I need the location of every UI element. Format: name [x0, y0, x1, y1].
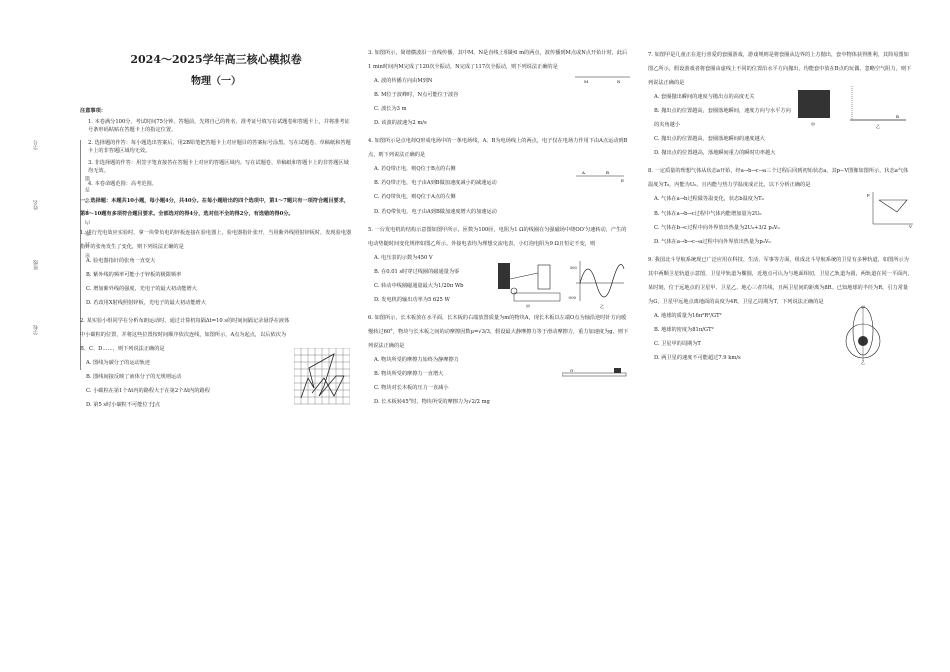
v-axis-label: V — [909, 224, 912, 229]
option: C. 小碳粒在第1个Δt内的路程大于在第2个Δt内的路程 — [86, 388, 210, 395]
question-7 — [648, 48, 913, 160]
note-item: 3. 非选择题的作答：用签字笔直接答在答题卡上对应的答题区域内。写在试题卷、草稿纸和答题卡上的非答题区域均无效。 — [88, 160, 349, 175]
note-item: 2. 选择题的作答：每小题选出答案后，用2B铅笔把答题卡上对应题目的答案标号涂黑。写在试题卷、草稿纸和答题卡上的非答题区域均无效。 — [88, 139, 351, 154]
option: A. 电压表的示数为450 V — [374, 254, 433, 261]
question-9 — [648, 253, 913, 365]
seal-text: 密封线内不要答题 — [85, 170, 91, 258]
label-b: B — [606, 170, 609, 176]
note-item: 1. 本卷满分100分，考试时间75分钟。答题前，先将自己的姓名、准考证号填写在试题卷和答题卡上，并将准考证号条形码粘贴在答题卡上的指定位置。 — [88, 119, 350, 133]
option: B. 气体在a→b→c过程中气体内能增加量为2U₀ — [654, 210, 762, 217]
column-middle — [368, 42, 630, 409]
generator-figures — [496, 259, 626, 309]
option: C. 转动中线圈磁通量最大为1/20π Wb — [374, 282, 464, 289]
question-stem: 8. 一定质量的理想气体从状态a开始，经a→b→c→a三个过程后回到初始状态a，其p−V图像如图所示，状态a气体温度为T₀，内能为U₀，且内能与热力学温度成正比，以下分析正确的是 — [648, 168, 909, 189]
question-stem: 6. 如图所示，长木板放在水平面，长木板的右端放置质量为m的物块A，现长木板以左端O点为轴沿逆时针方向缓慢转过60°，物块与长木板之间的动摩擦因数μ=√3/3，假设最大静摩擦力等于滑动摩擦力，重力加速度为g，则下列说法正确的是 — [368, 314, 629, 349]
question-8 — [648, 164, 913, 248]
option: A. 若Q带正电，则Q位于B点的右侧 — [374, 166, 456, 173]
option: D. 两卫星的速度不可能超过7.9 km/s — [654, 354, 741, 361]
option: C. 抛出点的位置越高，套圈落地瞬间的速度越大 — [654, 136, 765, 143]
question-stem: 9. 我国北斗导航系统现已广泛应用在科技、生活、军事等方面，组成北斗导航系统的卫星有多种轨道，如图所示为其中两颗卫星轨道示意图，卫星甲轨道为椭圆，近地点可认为与地面相切，卫星乙轨道为圆，两轨道在同一平面内，某时刻，位于远地点的卫星甲、卫星乙、地心三者共线，且两卫星间的距离为8R。已知地球的半径为R，引力常量为G，卫星甲远地点离地面的高度为4R，卫星乙周期为T，下列说法正确的是 — [648, 256, 913, 305]
question-stem: 5. 一台发电机的结构示意图如图甲所示，匝数为100匝，电阻为1 Ω的线圈在匀强磁场中绕OO′匀速转动，产生的电动势随时间变化规律如图乙所示。外接电表均为理想交流电表，小灯泡电阻为9 Ω且恒定不变，则 — [368, 226, 627, 247]
question-stem: 4. 如图所示是点电荷Q形成电场中的一条电场线，A、B为电场线上的两点，电子仅在电场力作用下由A点运动到B点，则下列说法正确的是 — [368, 138, 628, 159]
brownian-grid-figure — [294, 348, 350, 406]
question-5 — [368, 223, 630, 307]
column-right — [648, 44, 913, 365]
note-item: 4. 本卷命题范围：高考范围。 — [88, 180, 157, 187]
field-line-figure — [576, 170, 626, 182]
student-id-label: 学号 — [33, 140, 39, 150]
question-stem: 1. 进行光电效应实验时，拿一块带负电的锌板连接在验电器上，验电器指针张开，当用紫外线照射锌板时，发现验电器指针的张角发生了变化，则下列说法正确的是 — [80, 229, 352, 250]
column-left — [80, 44, 352, 412]
option: B. 物块所受的摩擦力一直增大 — [374, 371, 444, 378]
class-label: 班级 — [33, 260, 39, 270]
option: A. 地球的质量为16π²R³/GT² — [654, 312, 722, 319]
notes-heading: 注意事项： — [80, 108, 106, 114]
wave-line-figure — [575, 74, 630, 84]
label-e: E — [621, 178, 624, 183]
option: B. 图线间接反映了液体分子的无规则运动 — [86, 374, 182, 381]
figure-label-jia: 甲 — [811, 122, 815, 127]
binding-margin — [22, 140, 91, 370]
option: B. 紫外线的频率可能小于锌板的极限频率 — [86, 271, 182, 278]
option: C. 若Q带负电，则Q位于A点的左侧 — [374, 194, 456, 201]
option: A. 气体在a→b过程做等温变化，状态b温度为T₀ — [654, 196, 764, 203]
ring-toss-figures — [796, 86, 908, 130]
name-label: 姓名 — [33, 200, 39, 210]
question-6 — [368, 311, 630, 409]
option: B. M位于波峰时，N点可能位于波谷 — [374, 92, 459, 99]
question-stem: 3. 如图所示，简谐横波沿一直线传播，其中M、N是直线上相距6 m的两点，波传播到M点或N点开始计时，此后1 min时间内M完成了120次全振动，N完成了117次全振动，则下列说法正确的是 — [368, 50, 628, 71]
option: C. 卫星甲的周期为T — [654, 340, 701, 347]
figure-label-yi: 乙 — [876, 124, 880, 129]
option: C. 物块对长木板的压力一直减小 — [374, 385, 449, 392]
question-2 — [80, 314, 352, 412]
option: D. 发电机的输出功率为5 625 W — [374, 296, 450, 303]
school-label: 学校 — [33, 325, 39, 335]
option: A. 验电器指针的张角一直变大 — [86, 257, 156, 264]
tick-500: 500 — [570, 265, 577, 270]
option: D. 该波的波速为2 m/s — [374, 120, 427, 127]
option: C. 增加紫外线的强度，光电子的最大初动能增大 — [86, 286, 197, 292]
option: B. 在0.01 s时穿过线圈的磁通量为零 — [374, 268, 460, 275]
option: D. 气体在a→b→c→a过程中向外界放出热量为p₀V₀ — [654, 238, 771, 245]
satellite-jia-label: 甲 — [861, 305, 865, 311]
option: D. 抛出点的位置越高，落地瞬间重力的瞬时功率越大 — [654, 150, 776, 157]
option: D. 若改用X射线照射锌板，光电子的最大初动能增大 — [86, 300, 206, 307]
section-heading: 一、选择题：本题共10小题，每小题4分，共40分。在每小题给出的四个选项中，第1～7题只有一项符合题目要求，第8～10题有多项符合题目要求。全部选对的得4分，选对但不全的得2分，有选错的得0分。 — [80, 197, 350, 218]
question-3 — [368, 46, 630, 130]
option: B. 若Q带正电，电子由A到B做加速度减小的减速运动 — [374, 180, 497, 187]
label-o: O — [570, 367, 574, 373]
p-axis-label: p — [867, 192, 870, 198]
option: A. 物块所受的摩擦力始终为静摩擦力 — [374, 356, 459, 363]
label-n: N — [617, 79, 621, 84]
pv-graph-figure — [867, 192, 913, 228]
question-stem: 2. 某实验小组同学在分析布朗运动时，通过计算机每隔Δt=10 s的时间间隔记录悬浮在液体中小碳粒的位置，并将这些位置按时间顺序依次连线，如图所示，A点为起点，以后依次为B、C、D……，则下列说法正确的是 — [80, 318, 290, 353]
label-m: M — [584, 79, 589, 84]
option: D. 第5 s时小碳粒不可能位于J点 — [86, 402, 161, 409]
option: B. 抛出点的位置越高，套圈落地瞬间，速度方向与水平方向的夹角越小 — [654, 108, 791, 129]
option: C. 波长为3 m — [374, 106, 407, 113]
tick-neg500: -500 — [568, 295, 576, 300]
option: A. 套圈抛出瞬间的速度与抛出点的高度无关 — [654, 94, 755, 101]
label-a: A — [582, 170, 585, 176]
exam-subject: 物理（一） — [191, 76, 241, 87]
figure-label-yi: 乙 — [600, 303, 604, 309]
option: B. 地球的密度为81π/GT² — [654, 326, 714, 333]
question-4 — [368, 134, 630, 218]
exam-title: 2024～2025学年高三核心模拟卷 — [130, 53, 302, 66]
option: D. 长木板转45°时，物块所受的摩擦力为√2/2 mg — [374, 399, 490, 406]
option: A. 波的传播方向由M到N — [374, 78, 433, 85]
option: D. 若Q带负电，电子由A到B做加速度增大的加速运动 — [374, 208, 497, 215]
satellite-yi-label: 乙 — [861, 360, 865, 366]
figure-label-jia: 甲 — [526, 303, 530, 309]
option: C. 气体在b→c过程中向外界放出热量为2U₀+3/2 p₀V₀ — [654, 224, 780, 231]
satellite-orbits-figure — [843, 305, 883, 365]
label-b: B — [896, 114, 899, 119]
inclined-board-figure — [562, 361, 628, 379]
question-1 — [80, 226, 352, 310]
option: A. 图线为碳分子的运动轨迹 — [86, 360, 151, 367]
question-stem: 7. 如图甲是几童正在进行喜爱的套圈游戏，游戏规则是将套圈从边界的上方抛出，套中物体获得胜利，其简易图如图乙所示，假设游戏者将套圈由虚线上不同的位置沿水平方向抛出，均能套中放在B点的玩偶，忽略空气阻力，则下列说法正确的是 — [648, 52, 912, 87]
